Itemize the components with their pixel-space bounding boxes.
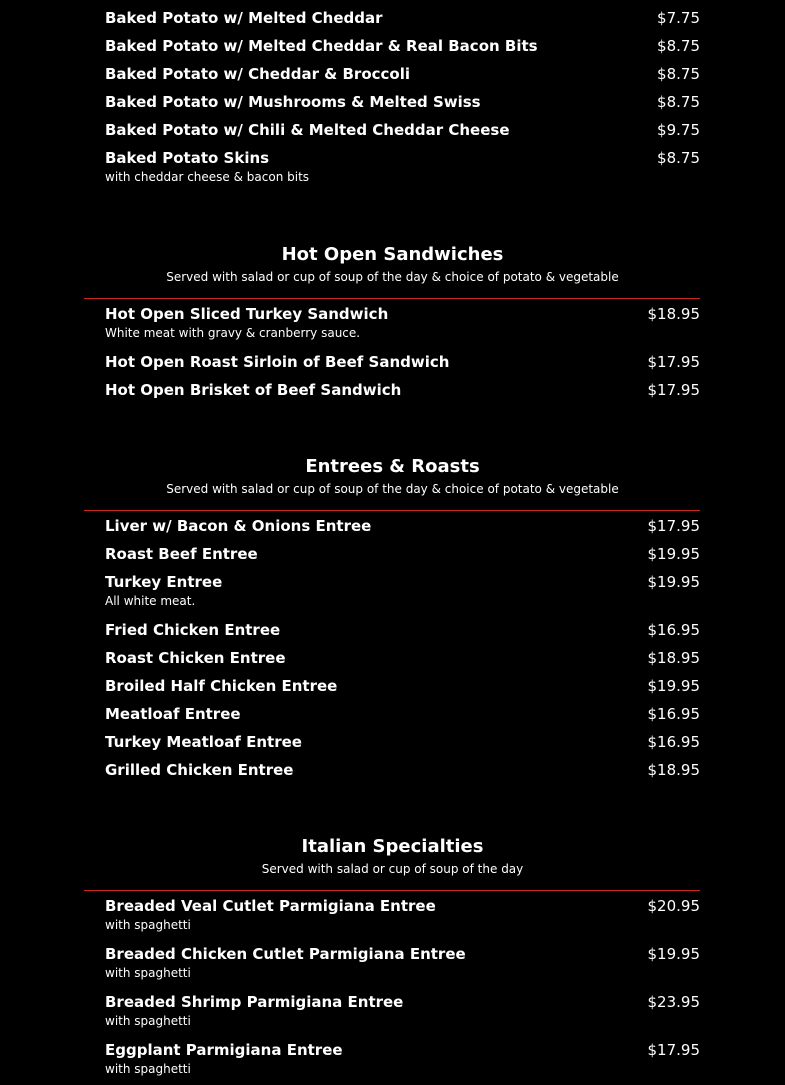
item-name: Breaded Chicken Cutlet Parmigiana Entree — [105, 945, 466, 963]
item-price: $17.95 — [647, 517, 700, 535]
menu-item — [0, 60, 785, 88]
item-name: Baked Potato w/ Chili & Melted Cheddar Cheese — [105, 121, 510, 139]
menu-item — [0, 940, 785, 988]
menu-item — [0, 376, 785, 404]
item-name: Turkey Meatloaf Entree — [105, 733, 302, 751]
item-name: Fried Chicken Entree — [105, 621, 281, 639]
item-name: Breaded Veal Cutlet Parmigiana Entree — [105, 897, 436, 915]
item-description: White meat with gravy & cranberry sauce. — [105, 326, 361, 340]
item-price: $19.95 — [647, 573, 700, 591]
item-price: $20.95 — [647, 897, 700, 915]
menu-item — [0, 616, 785, 644]
item-name: Baked Potato Skins — [105, 149, 270, 167]
menu-item — [0, 644, 785, 672]
item-description: All white meat. — [105, 594, 196, 608]
item-name: Turkey Entree — [105, 573, 223, 591]
section-title: Hot Open Sandwiches — [281, 244, 504, 265]
item-name: Baked Potato w/ Melted Cheddar — [105, 9, 383, 27]
menu-item — [0, 300, 785, 348]
menu-item — [0, 728, 785, 756]
section-header — [0, 455, 785, 498]
section-divider — [84, 298, 700, 299]
item-price: $18.95 — [647, 305, 700, 323]
item-price: $7.75 — [657, 9, 700, 27]
item-description: with spaghetti — [105, 1062, 191, 1076]
item-price: $18.95 — [647, 649, 700, 667]
item-name: Broiled Half Chicken Entree — [105, 677, 338, 695]
section-subtitle: Served with salad or cup of soup of the day & choice of potato & vegetable — [166, 270, 619, 284]
item-price: $16.95 — [647, 621, 700, 639]
item-name: Grilled Chicken Entree — [105, 761, 294, 779]
item-price: $23.95 — [647, 993, 700, 1011]
item-price: $17.95 — [647, 381, 700, 399]
item-name: Eggplant Parmigiana Entree — [105, 1041, 343, 1059]
section-divider — [84, 890, 700, 891]
menu-item — [0, 988, 785, 1036]
item-name: Baked Potato w/ Melted Cheddar & Real Bacon Bits — [105, 37, 538, 55]
section-baked-potatoes — [0, 4, 785, 192]
section-subtitle: Served with salad or cup of soup of the day — [261, 862, 524, 876]
item-name: Roast Beef Entree — [105, 545, 258, 563]
menu-item — [0, 4, 785, 32]
item-price: $8.75 — [657, 65, 700, 83]
menu-item — [0, 144, 785, 192]
item-price: $19.95 — [647, 945, 700, 963]
menu-item — [0, 1036, 785, 1084]
menu-item — [0, 348, 785, 376]
item-name: Meatloaf Entree — [105, 705, 241, 723]
menu-item — [0, 512, 785, 540]
item-price: $19.95 — [647, 677, 700, 695]
section-entrees-roasts — [0, 455, 785, 779]
item-price: $8.75 — [657, 37, 700, 55]
item-price: $8.75 — [657, 93, 700, 111]
item-name: Roast Chicken Entree — [105, 649, 286, 667]
section-header — [0, 243, 785, 286]
item-description: with spaghetti — [105, 1014, 191, 1028]
menu-item — [0, 756, 785, 784]
item-description: with cheddar cheese & bacon bits — [105, 170, 310, 184]
item-price: $17.95 — [647, 353, 700, 371]
item-price: $19.95 — [647, 545, 700, 563]
menu-item — [0, 892, 785, 940]
item-price: $16.95 — [647, 705, 700, 723]
menu-item — [0, 88, 785, 116]
item-name: Baked Potato w/ Mushrooms & Melted Swiss — [105, 93, 481, 111]
menu-item — [0, 700, 785, 728]
section-hot-open-sandwiches — [0, 243, 785, 399]
item-name: Breaded Shrimp Parmigiana Entree — [105, 993, 404, 1011]
section-header — [0, 835, 785, 878]
menu-item — [0, 32, 785, 60]
menu-item — [0, 540, 785, 568]
item-name: Hot Open Roast Sirloin of Beef Sandwich — [105, 353, 450, 371]
item-name: Hot Open Brisket of Beef Sandwich — [105, 381, 402, 399]
item-price: $16.95 — [647, 733, 700, 751]
item-price: $17.95 — [647, 1041, 700, 1059]
section-italian-specialties — [0, 835, 785, 1076]
item-name: Liver w/ Bacon & Onions Entree — [105, 517, 372, 535]
item-description: with spaghetti — [105, 918, 191, 932]
menu-item — [0, 672, 785, 700]
section-title: Italian Specialties — [301, 836, 484, 857]
section-subtitle: Served with salad or cup of soup of the day & choice of potato & vegetable — [166, 482, 619, 496]
item-name: Baked Potato w/ Cheddar & Broccoli — [105, 65, 410, 83]
section-divider — [84, 510, 700, 511]
item-price: $9.75 — [657, 121, 700, 139]
menu-item — [0, 116, 785, 144]
item-description: with spaghetti — [105, 966, 191, 980]
item-price: $8.75 — [657, 149, 700, 167]
item-price: $18.95 — [647, 761, 700, 779]
item-name: Hot Open Sliced Turkey Sandwich — [105, 305, 389, 323]
section-title: Entrees & Roasts — [305, 456, 480, 477]
menu-item — [0, 568, 785, 616]
